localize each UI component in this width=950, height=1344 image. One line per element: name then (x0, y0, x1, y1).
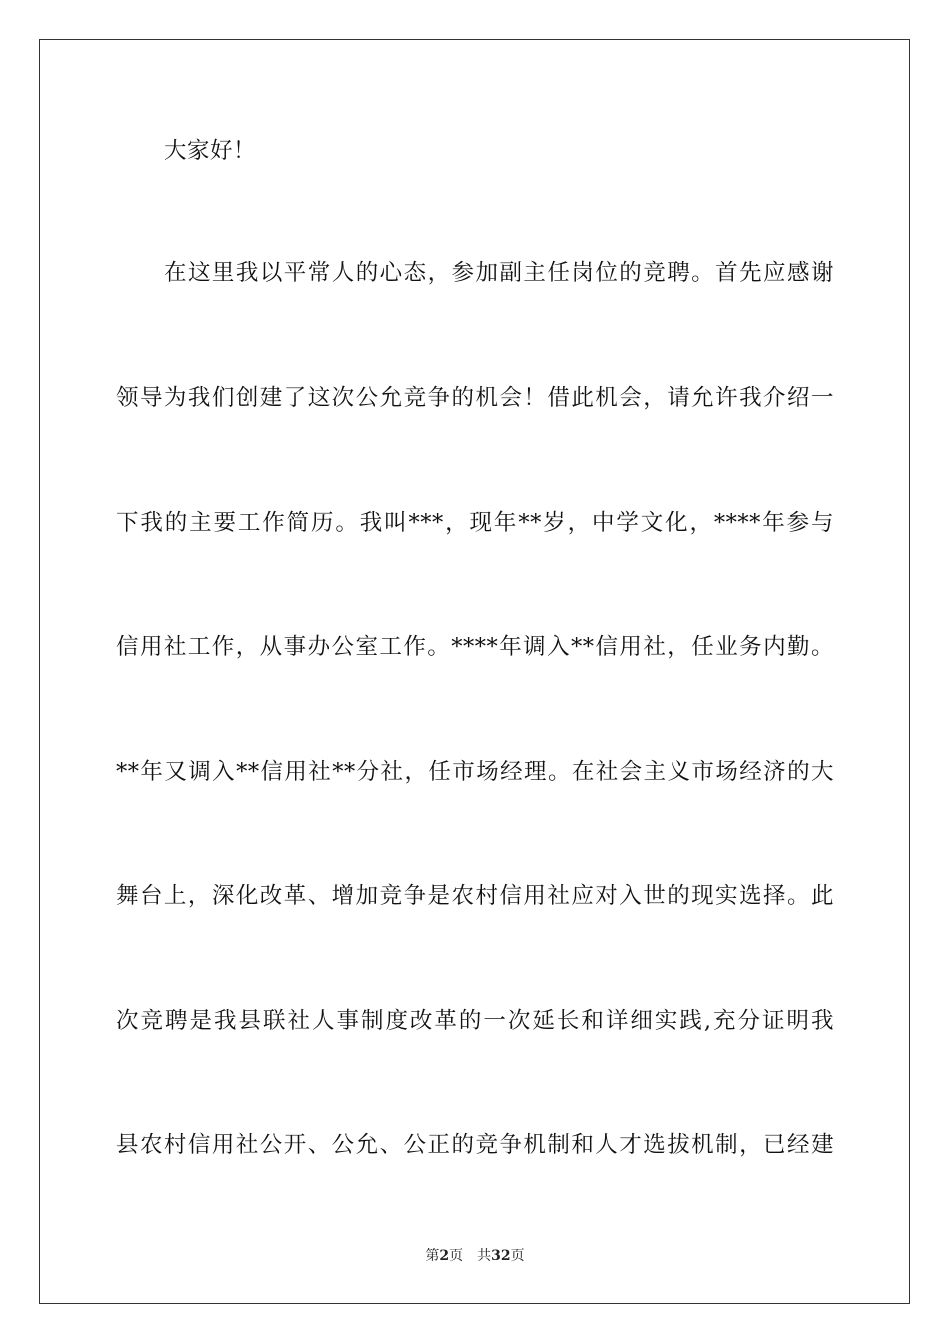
paragraph-line: 在这里我以平常人的心态，参加副主任岗位的竞聘。首先应感谢 (164, 260, 834, 286)
paragraph-line: 县农村信用社公开、公允、公正的竞争机制和人才选拔机制，已经建 (116, 1132, 834, 1158)
paragraph-line: 舞台上，深化改革、增加竞争是农村信用社应对入世的现实选择。此 (116, 883, 834, 909)
page-footer (0, 1247, 950, 1265)
total-pages: 32 (491, 1248, 511, 1264)
page-border (39, 39, 910, 1304)
paragraph-line: 领导为我们创建了这次公允竞争的机会！借此机会，请允许我介绍一 (116, 385, 834, 411)
paragraph-line: 次竞聘是我县联社人事制度改革的一次延长和详细实践,充分证明我 (116, 1008, 834, 1034)
total-suffix: 页 (510, 1248, 525, 1264)
greeting: 大家好！ (164, 138, 257, 164)
page-number: 2 (439, 1248, 450, 1264)
paragraph-line: 信用社工作，从事办公室工作。****年调入**信用社，任业务内勤。 (116, 634, 834, 660)
page-prefix: 第 (425, 1248, 440, 1264)
page-suffix: 页 (449, 1248, 464, 1264)
paragraph-line: **年又调入**信用社**分社，任市场经理。在社会主义市场经济的大 (116, 759, 834, 785)
paragraph-line: 下我的主要工作简历。我叫***，现年**岁，中学文化，****年参与 (116, 510, 834, 536)
total-prefix: 共 (477, 1248, 492, 1264)
